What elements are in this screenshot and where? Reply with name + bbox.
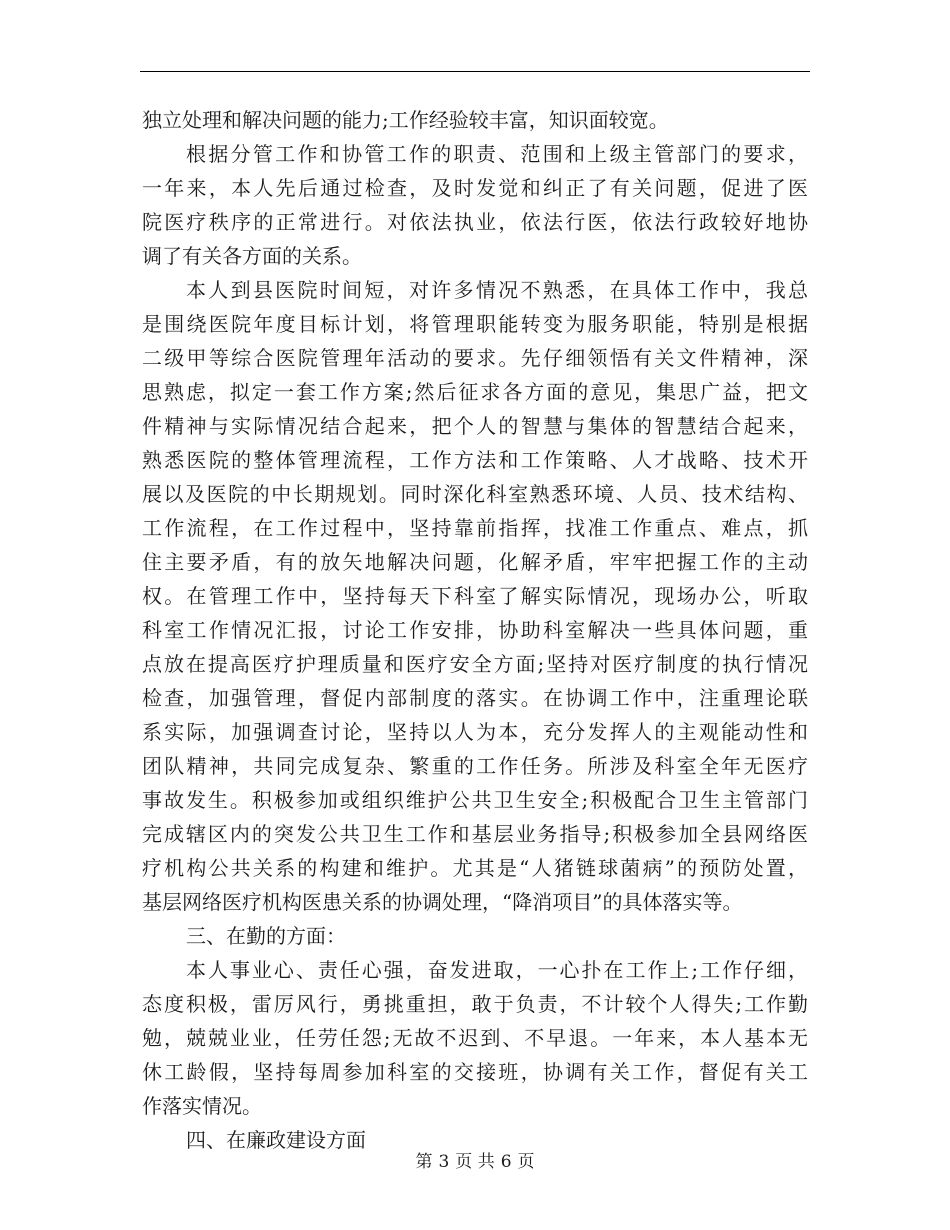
text-line: 展以及医院的中长期规划。同时深化科室熟悉环境、人员、技术结构、 [142, 482, 808, 506]
footer-middle: 页 共 [455, 1152, 495, 1172]
text-line: 独立处理和解决问题的能力;工作经验较丰富，知识面较宽。 [142, 108, 669, 132]
footer-current-page: 3 [438, 1152, 450, 1172]
text-line: 是围绕医院年度目标计划，将管理职能转变为服务职能，特别是根据 [142, 312, 808, 336]
footer-total-pages: 6 [500, 1152, 512, 1172]
page-footer [0, 1150, 950, 1174]
footer-prefix: 第 [415, 1152, 433, 1172]
body-text [142, 103, 808, 1157]
text-line: 勉，兢兢业业，任劳任怨;无故不迟到、不早退。一年来，本人基本无 [142, 1026, 808, 1050]
text-line: 疗机构公共关系的构建和维护。尤其是“人猪链球菌病”的预防处置， [142, 856, 808, 880]
text-line: 本人事业心、责任心强，奋发进取，一心扑在工作上;工作仔细， [186, 958, 808, 982]
text-line: 思熟虑，拟定一套工作方案;然后征求各方面的意见，集思广益，把文 [142, 380, 808, 404]
text-line: 工作流程，在工作过程中，坚持靠前指挥，找准工作重点、难点，抓 [142, 516, 808, 540]
text-line: 四、在廉政建设方面 [186, 1128, 366, 1152]
text-line: 根据分管工作和协管工作的职责、范围和上级主管部门的要求， [186, 142, 808, 166]
text-line: 完成辖区内的突发公共卫生工作和基层业务指导;积极参加全县网络医 [142, 822, 808, 846]
text-line: 团队精神，共同完成复杂、繁重的工作任务。所涉及科室全年无医疗 [142, 754, 808, 778]
text-line: 系实际，加强调查讨论，坚持以人为本，充分发挥人的主观能动性和 [142, 720, 808, 744]
text-line: 检查，加强管理，督促内部制度的落实。在协调工作中，注重理论联 [142, 686, 808, 710]
text-line: 基层网络医疗机构医患关系的协调处理，“降消项目”的具体落实等。 [142, 890, 743, 914]
text-line: 住主要矛盾，有的放矢地解决问题，化解矛盾，牢牢把握工作的主动 [142, 550, 808, 574]
text-line: 三、在勤的方面： [186, 924, 346, 948]
footer-suffix: 页 [517, 1152, 535, 1172]
text-line: 权。在管理工作中，坚持每天下科室了解实际情况，现场办公，听取 [142, 584, 808, 608]
text-line: 点放在提高医疗护理质量和医疗安全方面;坚持对医疗制度的执行情况 [142, 652, 808, 676]
text-line: 态度积极，雷厉风行，勇挑重担，敢于负责，不计较个人得失;工作勤 [142, 992, 808, 1016]
text-line: 件精神与实际情况结合起来，把个人的智慧与集体的智慧结合起来， [142, 414, 808, 438]
header-rule [140, 71, 810, 72]
text-line: 休工龄假，坚持每周参加科室的交接班，协调有关工作，督促有关工 [142, 1060, 808, 1084]
text-line: 一年来，本人先后通过检查，及时发觉和纠正了有关问题，促进了医 [142, 176, 808, 200]
text-line: 院医疗秩序的正常进行。对依法执业，依法行医，依法行政较好地协 [142, 210, 808, 234]
text-line: 二级甲等综合医院管理年活动的要求。先仔细领悟有关文件精神，深 [142, 346, 808, 370]
text-line: 熟悉医院的整体管理流程，工作方法和工作策略、人才战略、技术开 [142, 448, 808, 472]
text-line: 科室工作情况汇报，讨论工作安排，协助科室解决一些具体问题，重 [142, 618, 808, 642]
text-line: 作落实情况。 [142, 1094, 262, 1118]
text-line: 调了有关各方面的关系。 [142, 244, 362, 268]
text-line: 本人到县医院时间短，对许多情况不熟悉，在具体工作中，我总 [186, 278, 808, 302]
text-line: 事故发生。积极参加或组织维护公共卫生安全;积极配合卫生主管部门 [142, 788, 808, 812]
